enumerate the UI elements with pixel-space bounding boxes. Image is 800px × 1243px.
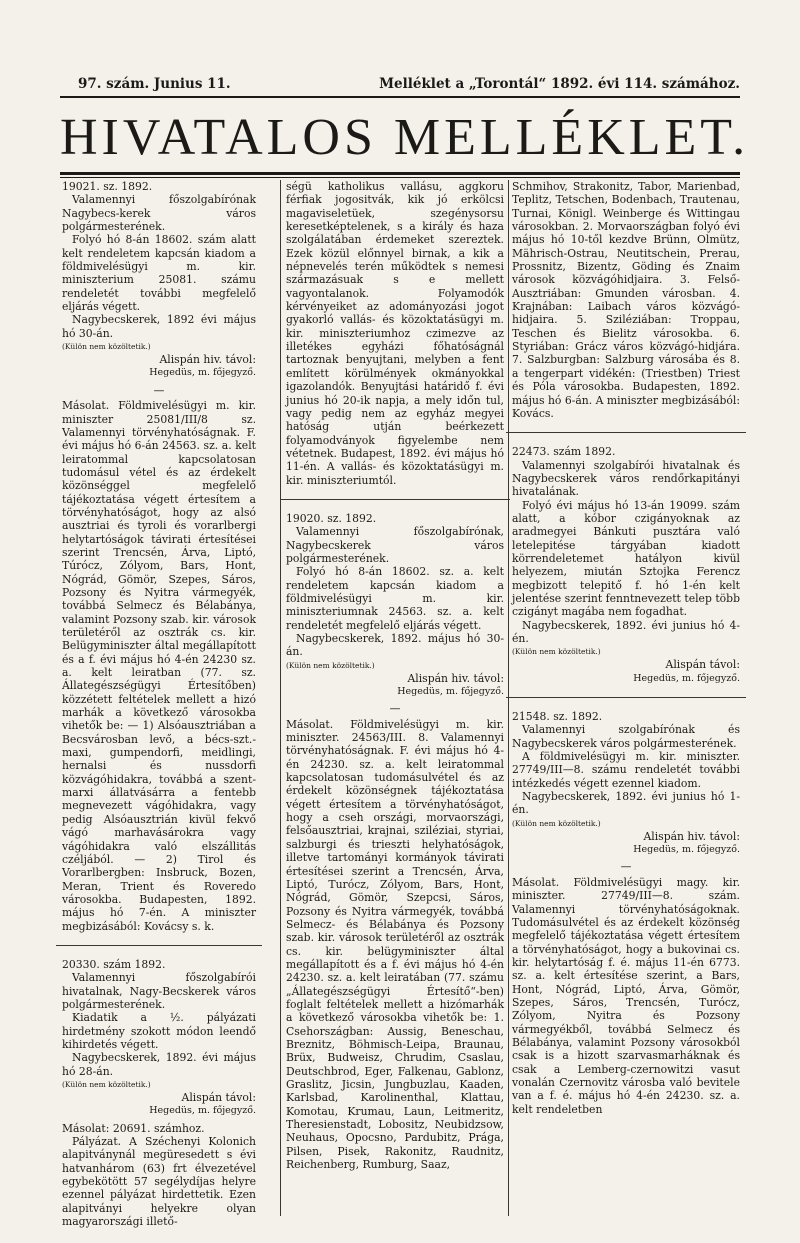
publication-note: (Külön nem közöltetik.)	[286, 660, 375, 670]
notice-block	[512, 710, 740, 874]
signature-line: Alispán hiv. távol:	[407, 671, 504, 685]
masthead-rule-thin	[60, 177, 740, 178]
notice-text: 21548. sz. 1892.	[512, 710, 603, 724]
notice-block	[286, 718, 504, 1172]
signature-line: Alispán távol:	[181, 1091, 256, 1104]
column-3	[512, 180, 740, 1216]
signature-line: Hegedüs, m. főjegyző.	[149, 1105, 256, 1117]
notice-text: Folyó évi május hó 13-án 19099. szám alatt, a kóbor czigányoknak az aradmegyei Bánkuti pusztára való letelepitése tárgyában kiadott körrendeletemet hatályon kivül helyezem, miután Sztojka Ferencz megbizott telepitő f. hó 1-én kelt jelentése szerint fenntnevezett telep több czigányt magába nem fogadhat.	[512, 498, 740, 619]
notice-text: Pályázat. A Széchenyi Kolonich alapitványnál megüresedett s évi hatvanhárom (63) frt élvezetével egybekötött 57 segélydíjas helyre ezennel pályázat hirdettetik. Ezen alapitványi helyekre olyan magyarországi illető-	[62, 1135, 256, 1229]
masthead-rule	[60, 172, 740, 175]
notice-block	[512, 180, 740, 420]
column-1	[62, 180, 256, 1229]
signature-line: Alispán hiv. távol:	[643, 829, 740, 843]
signature-line: Hegedüs, m. főjegyző.	[633, 672, 740, 684]
supplement-label: Melléklet a „Torontál“ 1892. évi 114. számához.	[379, 76, 740, 92]
notice-text: 19021. sz. 1892.	[62, 180, 153, 193]
notice-block	[512, 876, 740, 1116]
notice-text: Valamennyi főszolgabírónak Nagybecs-kerek város polgármesterének.	[62, 193, 256, 234]
separator-dash: —	[153, 383, 165, 397]
notice-text: Nagybecskerek, 1892. évi junius hó 4-én.	[512, 618, 740, 645]
publication-note: (Külön nem közöltetik.)	[512, 818, 601, 828]
separator-dash: —	[389, 702, 401, 716]
notice-text: Másolat. Földmivelésügyi magy. kir. miniszter. 27749/III—8. szám. Valamennyi törvényhatóságoknak. Tudomásulvétel és az érdekelt közönség megfelelő tájékoztatása végett értesítem a törvényhatóságot, hogy a bukovinai cs. kir. helytartóság f. é. május 11-én 6773. sz. a. kelt értesítése szerint, a Bars, Hont, Nógrád, Liptó, Árva, Gömör, Szepes, Sáros, Trencsén, Turócz, Zólyom, Nyitra és Pozsony vármegyékből, továbbá Selmecz és Bélabánya, valamint Pozsony városokból csak is a hizott szarvasmarháknak és csak a Lemberg-czernowitzi vasut vonalán Czernovitz városba való bevitele van a f. é. május hó 4-én 24230. sz. a. kelt rendeletben	[512, 875, 740, 1116]
notice-text: Nagybecskerek, 1892. május hó 30-án.	[286, 632, 504, 659]
notice-block	[62, 180, 256, 397]
notice-text: Nagybecskerek, 1892. évi junius hó 1-én.	[512, 790, 740, 817]
notice-text: ségü katholikus vallásu, aggkoru férfiak jogositvák, kik jó erkölcsi magaviseletüek, szegénysorsu keresetképtelenek, s a király és haza szolgálatában érdemeket szereztek. Ezek közül előnnyel birnak, a kik a népnevelés terén működtek s nemesi származásuak s e mellett vagyontalanok. Folyamodók kérvényeiket az adományozási jogot gyakorló vallás- és közoktatásügyi m. kir. miniszteriumhoz czimezve az illetékes egyházi főhatóságnál tartoznak benyujtani, melyben a fent említett körülmények okmányokkal igazolandók. Benyujtási határidő f. évi junius hó 20-ik napja, a mely időn tul, vagy pedig nem az egyház megyei hatóság utján beérkezett folyamodványok figyelembe nem vétetnek. Budapest, 1892. évi május hó 11-én. A vallás- és közoktatásügyi m. kir. miniszteriumtól.	[286, 180, 504, 487]
section-rule	[506, 697, 746, 698]
notice-text: 22473. szám 1892.	[512, 445, 616, 459]
signature-line: Alispán hiv. távol:	[159, 353, 256, 367]
issue-header	[78, 72, 740, 96]
masthead-title: HIVATALOS MELLÉKLET.	[60, 109, 750, 166]
notice-block	[62, 958, 256, 1118]
notice-text: Másolat. Földmivelésügyi m. kir. miniszter 25081/III/8 sz. Valamennyi törvényhatóságnak. F. évi május hó 6-án 24563. sz. a. kelt leiratommal kapcsolatosan tudomásul vétel és az érdekelt közönséggel megfelelő tájékoztatása végett értesítem a törvényhatóságot, hogy az alsó ausztriai és tyroli és vorarlbergi helytartóságok távirati értesítései szerint Trencsén, Árva, Liptó, Túrócz, Zólyom, Bars, Hont, Nógrád, Gömör, Szepes, Sáros, Pozsony és Nyitra vármegyék, továbbá Selmecz és Bélabánya, valamint Pozsony szab. kir. városok területéről az osztrák cs. kir. Belügyminiszter által megállapított és a f. évi május hó 4-én 24230 sz. a. kelt leiratban (77. sz. Állategészségügyi Értesítőben) közzétett feltételek mellett a hizó marhák a következő városokba vihetők be: — 1) Alsóausztriában a Becsvárosban levő, a bécs-szt.-maxi, gumpendorfi, meidlingi, hernalsi és nussdorfi közvágóhidakra, továbbá a szent-marxi állatvásárra a fentebb megnevezett vágóhidakra, vagy pedig Alsóausztrián kivül fekvő vágó marhavásárokra vagy vágóhidakra való elszállitás czéljából. — 2) Tirol és Vorarlbergben: Insbruck, Bozen, Meran, Trient és Roveredo városokba. Budapesten, 1892. május hó 7-én. A miniszter megbizásából: Kovácsy s. k.	[62, 399, 256, 933]
notice-text: A földmivelésügyi m. kir. miniszter. 27749/III—8. számu rendeletét további intézkedés végett ezennel kiadom.	[512, 750, 740, 790]
publication-note: (Külön nem közöltetik.)	[512, 647, 601, 657]
notice-text: Folyó hó 8-án 18602. sz. a. kelt rendeletem kapcsán kiadom a földmivelésügyi m. kir. miniszteriumnak 24563. sz. a. kelt rendeletét megfelelő eljárás végett.	[286, 565, 504, 632]
signature-line: Alispán távol:	[665, 658, 740, 672]
signature-line: Hegedüs, m. főjegyző.	[397, 686, 504, 698]
notice-text: 20330. szám 1892.	[62, 957, 166, 971]
notice-text: Kiadatik a ½. pályázati hirdetmény szokott módon leendő kihirdetés végett.	[62, 1011, 256, 1051]
notice-text: Valamennyi szolgabírónak és Nagybecskerek város polgármesterének.	[512, 723, 740, 750]
notice-block	[512, 445, 740, 685]
section-rule	[280, 499, 510, 500]
separator-dash: —	[620, 860, 632, 874]
column-2	[286, 180, 504, 1216]
notice-text: Nagybecskerek, 1892. évi május hó 28-án.	[62, 1051, 256, 1078]
notice-text: 19020. sz. 1892.	[286, 511, 377, 525]
notice-block	[286, 512, 504, 716]
column-divider	[280, 180, 281, 1216]
notice-block	[286, 180, 504, 487]
section-rule	[506, 432, 746, 433]
signature-line: Hegedüs, m. főjegyző.	[149, 367, 256, 379]
notice-text: Valamennyi szolgabírói hivatalnak és Nagybecskerek város rendőrkapitányi hivatalának.	[512, 458, 740, 499]
header-rule	[60, 96, 740, 98]
signature-line: Hegedüs, m. főjegyző.	[633, 844, 740, 856]
notice-block	[62, 1122, 256, 1229]
publication-note: (Külön nem közöltetik.)	[62, 1080, 151, 1089]
notice-text: Másolat. Földmivelésügyi m. kir. miniszter. 24563/III. 8. Valamennyi törvényhatóságnak. F. évi május hó 4-én 24230. sz. a. kelt leiratommal kapcsolatosan tudomásulvétel és az érdekelt közönségnek tájékoztatása végett értesítem a törvényhatóságot, hogy a cseh országi, morvaországi, felsőausztriai, krajnai, sziléziai, styriai, salzburgi és trieszti helyhatóságok, illetve tartományi kormányok távirati értesítései szerint a Trencsén, Árva, Liptó, Turócz, Zólyom, Bars, Hont, Nógrád, Gömör, Szepcsi, Sáros, Pozsony és Nyitra vármegyék, továbbá Selmecz- és Bélabánya és Pozsony szab. kir. városok területéről az osztrák cs. kir. belügyminiszter által megállapított és a f. évi május hó 4-én 24230. sz. a. kelt leiratában (77. számu „Állategészségügyi Értesítő“-ben) foglalt feltételek mellett a hizómarhák a következő városokba vihetők be: 1. Csehországban: Aussig, Beneschau, Breznitz, Böhmisch-Leipa, Braunau, Brüx, Budweisz, Chrudim, Csaslau, Deutschbrod, Eger, Falkenau, Gablonz, Graslitz, Jicsin, Jungbuzlau, Kaaden, Karlsbad, Karolinenthal, Klattau, Komotau, Krumau, Laun, Leitmeritz, Theresienstadt, Lobositz, Neubidzsow, Neuhaus, Opocsno, Pardubitz, Prága, Pilsen, Pisek, Rakonitz, Raudnitz, Reichenberg, Rumburg, Saaz,	[286, 717, 504, 1172]
publication-note: (Külön nem közöltetik.)	[62, 342, 151, 352]
notice-text: Valamennyi főszolgabírói hivatalnak, Nagy-Becskerek város polgármesterének.	[62, 971, 256, 1011]
notice-text: Valamennyi főszolgabírónak, Nagybecskerek város polgármesterének.	[286, 525, 504, 565]
issue-number: 97. szám. Junius 11.	[78, 76, 231, 92]
notice-text: Folyó hó 8-án 18602. szám alatt kelt rendeletem kapcsán kiadom a földmivelésügyi m. kir. miniszterium 25081. számu rendeletét további megfelelő eljárás végett.	[62, 233, 256, 314]
notice-block	[62, 399, 256, 933]
notice-text: Másolat: 20691. számhoz.	[62, 1121, 205, 1135]
notice-text: Nagybecskerek, 1892 évi május hó 30-án.	[62, 313, 256, 340]
section-rule	[56, 945, 262, 946]
notice-text: Schmihov, Strakonitz, Tabor, Marienbad, Teplitz, Tetschen, Bodenbach, Trautenau, Turnai, Königl. Weinberge és Wittingau városokban. 2. Morvaországban folyó évi május hó 10-től kezdve Brünn, Olmütz, Mährisch-Ostrau, Neutitschein, Prerau, Prossnitz, Bizentz, Göding és Znaim városok közvágóhidjaira. 3. Felső-Ausztriában: Gmunden városban. 4. Krajnában: Laibach város közvágó-hidjaira. 5. Sziléziában: Troppau, Teschen és Bielitz városokba. 6. Styriában: Grácz város közvágó-hidjára. 7. Salzburgban: Salzburg városába és 8. a tengerpart vidékén: (Triestben) Triest és Póla városokba. Budapesten, 1892. május hó 6-án. A miniszter megbizásából: Kovács.	[512, 180, 740, 420]
